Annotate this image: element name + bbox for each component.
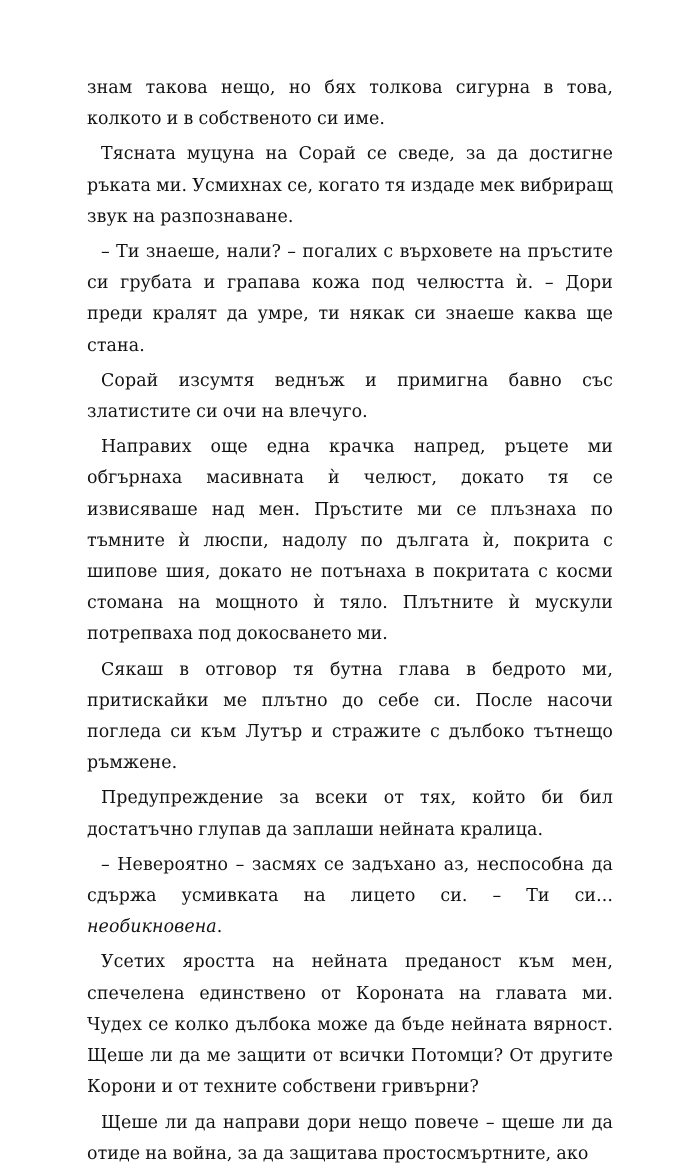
paragraph: Направих още една крачка напред, ръцете ми обгърнаха масивната ѝ челюст, докато тя се извисяваше над мен. Пръстите ми се плъзнаха по тъмните ѝ люспи, надолу по дългата ѝ, покрита с шипове шия, докато не потънаха в покритата с косми стомана на мощното ѝ тяло. Плътните ѝ мускули потрепваха под докосването ми. <box>87 437 613 645</box>
paragraph: знам такова нещо, но бях толкова сигурна в това, колкото и в собственото си име. <box>87 78 613 130</box>
paragraph: Предупреждение за всеки от тях, който би бил достатъчно глупав да заплаши нейната кралица. <box>87 788 613 840</box>
paragraph: Сорай изсумтя веднъж и примигна бавно със златистите си очи на влечуго. <box>87 370 613 423</box>
paragraph-text: – Невероятно – засмях се задъхано аз, неспособна да сдържа усмивката на лицето си. – Ти си... <box>87 854 613 907</box>
paragraph: Щеше ли да направи дори нещо повече – щеше ли да отиде на война, за да защитава простосмъртните, ако <box>87 1112 613 1164</box>
paragraph <box>87 850 613 944</box>
paragraph: Тясната муцуна на Сорай се сведе, за да достигне ръката ми. Усмихнах се, когато тя издаде мек вибриращ звук на разпознаване. <box>87 144 613 227</box>
paragraph: Усетих яростта на нейната преданост към мен, спечелена единствено от Короната на главата ми. Чудех се колко дълбока може да бъде нейната вярност. Щеше ли да ме защити от всички Потомци? От другите Корони и от техните собствени гривърни? <box>87 952 613 1098</box>
paragraph: Сякаш в отговор тя бутна глава в бедрото ми, притискайки ме плътно до себе си. После насочи погледа си към Лутър и стражите с дълбоко тътнещо ръмжене. <box>87 659 613 774</box>
italic-emphasis: необикновена <box>87 917 217 938</box>
paragraph-text: . <box>216 917 223 938</box>
paragraph: – Ти знаеше, нали? – погалих с върховете на пръстите си грубата и грапава кожа под челюстта ѝ. – Дори преди кралят да умре, ти някак си знаеше каква ще стана. <box>87 242 613 356</box>
